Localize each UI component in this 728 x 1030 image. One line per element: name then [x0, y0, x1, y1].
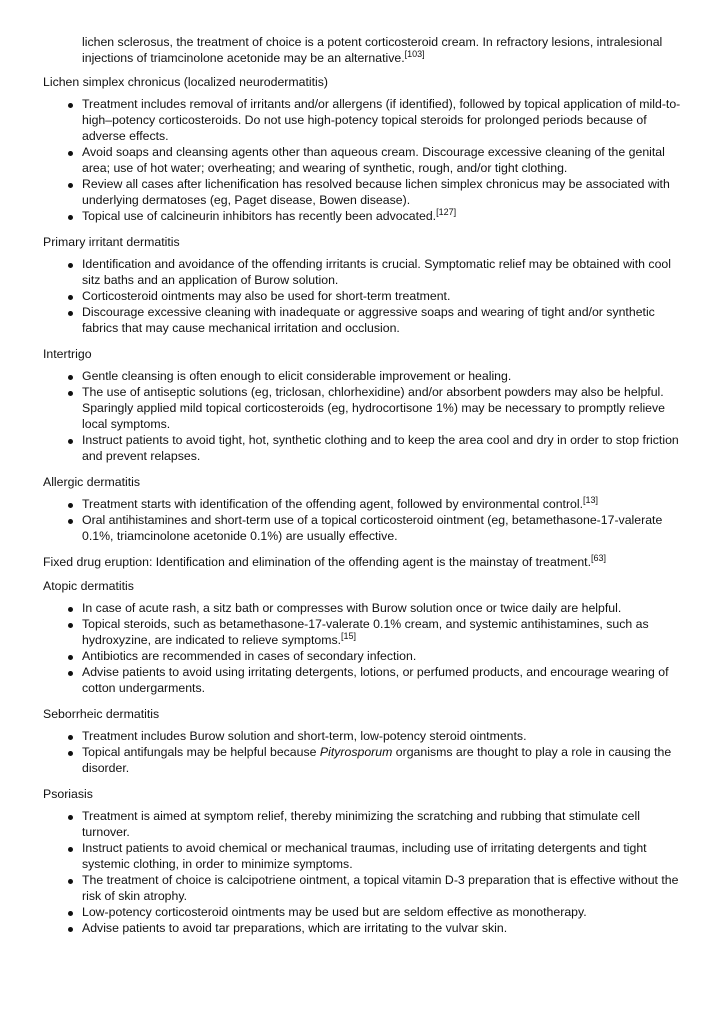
psoriasis-list	[0, 808, 728, 936]
citation-ref[interactable]: [127]	[436, 207, 457, 217]
intertrigo-list	[0, 368, 728, 464]
list-item: Treatment is aimed at symptom relief, thereby minimizing the scratching and rubbing that stimulate cell turnover.	[82, 808, 688, 840]
list-item: Antibiotics are recommended in cases of secondary infection.	[82, 648, 688, 664]
list-item: Oral antihistamines and short-term use of a topical corticosteroid ointment (eg, betamethasone-17-valerate 0.1%, triamcinolone acetonide 0.1%) are usually effective.	[82, 512, 688, 544]
list-item: Advise patients to avoid tar preparations, which are irritating to the vulvar skin.	[82, 920, 688, 936]
list-item: The use of antiseptic solutions (eg, triclosan, chlorhexidine) and/or absorbent powders may also be helpful. Sparingly applied mild topical corticosteroids (eg, hydrocortisone 1%) may be necessary to promptly relieve local symptoms.	[82, 384, 688, 432]
list-item: Gentle cleansing is often enough to elicit considerable improvement or healing.	[82, 368, 688, 384]
list-item: Discourage excessive cleaning with inadequate or aggressive soaps and wearing of tight and/or synthetic fabrics that may cause mechanical irritation and occlusion.	[82, 304, 688, 336]
pid-list	[0, 256, 728, 336]
citation-ref[interactable]: [63]	[591, 553, 607, 563]
list-item: Topical steroids, such as betamethasone-17-valerate 0.1% cream, and systemic antihistamines, such as hydroxyzine, are indicated to relieve symptoms.[15]	[82, 616, 688, 648]
section-heading-primary-irritant: Primary irritant dermatitis	[43, 235, 180, 249]
section-heading-lsc: Lichen simplex chronicus (localized neurodermatitis)	[43, 75, 329, 89]
list-item: Topical use of calcineurin inhibitors has recently been advocated.[127]	[82, 208, 688, 224]
list-item: Topical antifungals may be helpful because Pityrosporum organisms are thought to play a role in causing the disorder.	[82, 744, 688, 776]
list-item: Review all cases after lichenification has resolved because lichen simplex chronicus may be associated with underlying dermatoses (eg, Paget disease, Bowen disease).	[82, 176, 688, 208]
list-item: Instruct patients to avoid tight, hot, synthetic clothing and to keep the area cool and dry in order to stop friction and prevent relapses.	[82, 432, 688, 464]
list-item: Treatment includes Burow solution and short-term, low-potency steroid ointments.	[82, 728, 688, 744]
atopic-list	[0, 600, 728, 696]
allergic-list	[0, 496, 728, 544]
citation-ref[interactable]: [103]	[404, 49, 425, 59]
list-item: The treatment of choice is calcipotriene ointment, a topical vitamin D-3 preparation that is effective without the risk of skin atrophy.	[82, 872, 688, 904]
section-heading-intertrigo: Intertrigo	[43, 347, 92, 361]
list-item: Avoid soaps and cleansing agents other than aqueous cream. Discourage excessive cleaning of the genital area; use of hot water; overheating; and wearing of synthetic, rough, and/or tight clothing.	[82, 144, 688, 176]
list-item: Treatment starts with identification of the offending agent, followed by environmental control.[13]	[82, 496, 688, 512]
lsc-list	[0, 96, 728, 224]
list-item: In case of acute rash, a sitz bath or compresses with Burow solution once or twice daily are helpful.	[82, 600, 688, 616]
section-heading-psoriasis: Psoriasis	[43, 787, 93, 801]
citation-ref[interactable]: [15]	[341, 631, 357, 641]
list-item: Identification and avoidance of the offending irritants is crucial. Symptomatic relief may be obtained with cool sitz baths and an application of Burow solution.	[82, 256, 688, 288]
list-item: Corticosteroid ointments may also be used for short-term treatment.	[82, 288, 688, 304]
fixed-drug-eruption-paragraph: Fixed drug eruption: Identification and elimination of the offending agent is the mainstay of treatment.[63]	[43, 553, 607, 569]
list-item: Advise patients to avoid using irritating detergents, lotions, or perfumed products, and encourage wearing of cotton undergarments.	[82, 664, 688, 696]
list-item: Treatment includes removal of irritants and/or allergens (if identified), followed by topical application of mild-to-high–potency corticosteroids. Do not use high-potency topical steroids for prolonged periods because of adverse effects.	[82, 96, 688, 144]
section-heading-atopic: Atopic dermatitis	[43, 579, 134, 593]
section-heading-allergic: Allergic dermatitis	[43, 475, 141, 489]
continuation-paragraph: lichen sclerosus, the treatment of choice is a potent corticosteroid cream. In refractory lesions, intralesional injections of triamcinolone acetonide may be an alternative.[103]	[82, 35, 663, 65]
list-item: Low-potency corticosteroid ointments may be used but are seldom effective as monotherapy.	[82, 904, 688, 920]
seborrheic-list	[0, 728, 728, 776]
list-item: Instruct patients to avoid chemical or mechanical traumas, including use of irritating detergents and tight systemic clothing, in order to minimize symptoms.	[82, 840, 688, 872]
citation-ref[interactable]: [13]	[583, 495, 599, 505]
section-heading-seborrheic: Seborrheic dermatitis	[43, 707, 160, 721]
